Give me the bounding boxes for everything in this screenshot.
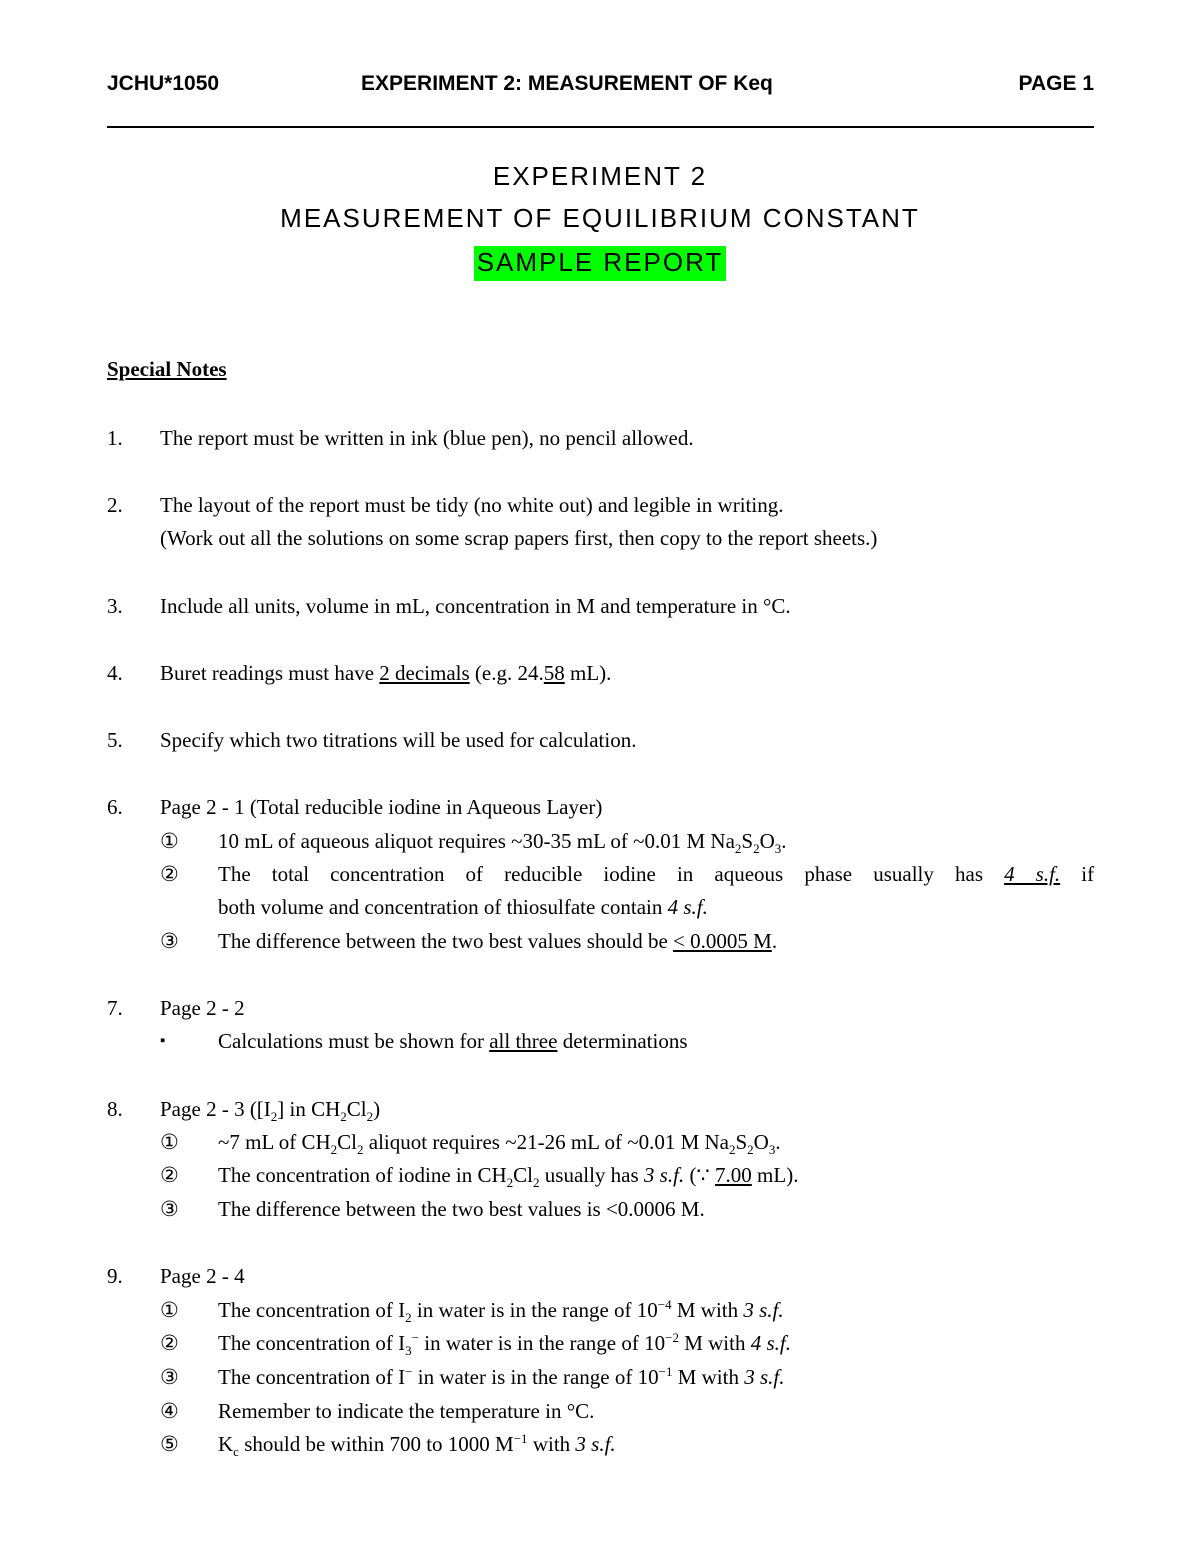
subnote-text: The difference between the two best values is <0.0006 M. <box>218 1197 705 1221</box>
sig-fig-italic: 3 s.f. <box>575 1432 616 1456</box>
subnote-text <box>218 828 787 857</box>
note-heading: Page 2 - 4 <box>160 1264 245 1288</box>
circled-one-marker: ① <box>160 829 179 853</box>
note-text: The report must be written in ink (blue pen), no pencil allowed. <box>160 426 694 450</box>
subscript: 2 <box>357 1142 364 1158</box>
circled-four-marker: ④ <box>160 1399 179 1423</box>
subscript: 2 <box>330 1142 338 1158</box>
text-part: 10 mL of aqueous aliquot requires ~30-35 mL of ~0.01 M Na <box>218 829 735 853</box>
text-part: in water is in the range of 10 <box>412 1365 659 1389</box>
word: if <box>1081 862 1095 886</box>
superscript: −1 <box>513 1431 528 1446</box>
subnote-text: Remember to indicate the temperature in °C. <box>218 1399 595 1423</box>
circled-two-marker: ② <box>160 1331 179 1355</box>
superscript: − <box>411 1330 420 1345</box>
note-number: 4. <box>107 661 123 685</box>
note-text: Specify which two titrations will be used for calculation. <box>160 728 637 752</box>
subscript: 2 <box>270 1109 278 1125</box>
subscript: 2 <box>405 1310 412 1326</box>
note-number: 2. <box>107 493 123 517</box>
word: of <box>465 862 484 886</box>
sig-fig-italic: 4 s.f. <box>667 895 708 919</box>
note-heading: Page 2 - 1 (Total reducible iodine in Aqueous Layer) <box>160 795 603 819</box>
subnote-text <box>218 1162 799 1191</box>
sig-fig-italic: 3 s.f. <box>643 1163 685 1187</box>
circled-three-marker: ③ <box>160 1197 179 1221</box>
subscript: 3 <box>405 1343 412 1359</box>
sample-report-badge: SAMPLE REPORT <box>474 246 727 281</box>
note-text: The layout of the report must be tidy (no white out) and legible in writing. <box>160 493 784 517</box>
word: iodine <box>603 862 656 886</box>
underlined-text: 7.00 <box>715 1163 752 1187</box>
text-part: ~7 mL of CH <box>218 1130 331 1154</box>
word: The <box>218 862 251 886</box>
underlined-text: 2 decimals <box>379 661 470 685</box>
subscript: 2 <box>366 1109 374 1125</box>
subnote-text-continued <box>218 894 708 920</box>
note-text: Include all units, volume in mL, concentration in M and temperature in °C. <box>160 594 791 618</box>
text-part: S <box>741 829 754 853</box>
text-part: M with <box>671 1298 744 1322</box>
note-number: 8. <box>107 1097 123 1121</box>
note-text-continued: (Work out all the solutions on some scrap papers first, then copy to the report sheets.) <box>160 526 878 550</box>
subnote-text <box>218 928 777 954</box>
header-experiment: EXPERIMENT 2: MEASUREMENT OF Keq <box>361 72 773 95</box>
note-number: 1. <box>107 426 123 450</box>
note-number: 3. <box>107 594 123 618</box>
text-part: The concentration of I <box>218 1331 406 1355</box>
word: usually <box>873 862 934 886</box>
text-part: aliquot requires ~21-26 mL of ~0.01 M Na <box>363 1130 729 1154</box>
subscript: 2 <box>753 841 760 857</box>
text-part: both volume and concentration of thiosulfate contain <box>218 895 668 919</box>
subscript: 3 <box>768 1142 776 1158</box>
title-badge-wrap <box>0 246 1200 281</box>
note-number: 7. <box>107 996 123 1020</box>
text-part: M with <box>678 1331 751 1355</box>
bullet-marker: ▪ <box>160 1033 166 1049</box>
text-part: The difference between the two best values should be <box>218 929 674 953</box>
subscript: 2 <box>340 1109 347 1125</box>
circled-three-marker: ③ <box>160 1365 179 1389</box>
sig-fig-underlined: 4 s.f. <box>1004 862 1061 886</box>
note-text <box>160 660 611 686</box>
text-part: (∵ <box>684 1163 716 1187</box>
text-part: K <box>218 1432 234 1456</box>
text-part: The concentration of I <box>218 1298 406 1322</box>
text-part: Cl <box>513 1163 534 1187</box>
circled-five-marker: ⑤ <box>160 1432 179 1456</box>
subscript: 2 <box>506 1175 514 1191</box>
subnote-text <box>218 1330 791 1359</box>
note-number: 5. <box>107 728 123 752</box>
header-page-number: PAGE 1 <box>1018 72 1094 95</box>
text-part: usually has <box>539 1163 644 1187</box>
text-part: Cl <box>346 1097 367 1121</box>
text-part: should be within 700 to 1000 M <box>238 1432 514 1456</box>
subnote-text <box>218 1129 781 1158</box>
text-part: Buret readings must have <box>160 661 380 685</box>
text-part: ] in CH <box>277 1097 341 1121</box>
word: has <box>955 862 983 886</box>
title-measurement: MEASUREMENT OF EQUILIBRIUM CONSTANT <box>280 203 920 233</box>
circled-two-marker: ② <box>160 1163 179 1187</box>
underlined-text: all three <box>489 1029 558 1053</box>
text-part: . <box>775 1130 781 1154</box>
superscript: −1 <box>658 1364 673 1379</box>
subnote-text <box>218 861 1094 887</box>
note-heading: Page 2 - 2 <box>160 996 245 1020</box>
underlined-text: < 0.0005 M <box>673 929 772 953</box>
word: in <box>676 862 694 886</box>
sig-fig-italic: 4 s.f. <box>750 1331 791 1355</box>
header-rule <box>107 126 1094 128</box>
header-course: JCHU*1050 <box>107 72 220 95</box>
word: concentration <box>330 862 445 886</box>
text-part: O <box>753 1130 769 1154</box>
section-heading: Special Notes <box>107 357 227 381</box>
text-part: The concentration of I <box>218 1365 406 1389</box>
text-part: in water is in the range of 10 <box>411 1298 658 1322</box>
circled-three-marker: ③ <box>160 929 179 953</box>
circled-one-marker: ① <box>160 1130 179 1154</box>
circled-two-marker: ② <box>160 862 179 886</box>
word: reducible <box>504 862 583 886</box>
subnote-text <box>218 1431 616 1460</box>
text-part: mL). <box>751 1163 799 1187</box>
word: phase <box>804 862 853 886</box>
text-part: . <box>771 929 778 953</box>
text-part: Cl <box>337 1130 358 1154</box>
underlined-text: 58 <box>543 661 565 685</box>
subnote-text <box>218 1297 784 1326</box>
word: aqueous <box>714 862 784 886</box>
superscript: −2 <box>665 1330 679 1345</box>
text-part: Page 2 - 3 ([I <box>160 1097 271 1121</box>
text-part: ) <box>373 1097 381 1121</box>
word: total <box>271 862 310 886</box>
text-part: determinations <box>557 1029 688 1053</box>
circled-one-marker: ① <box>160 1298 179 1322</box>
note-heading <box>160 1096 381 1125</box>
text-part: . <box>781 829 787 853</box>
title-experiment: EXPERIMENT 2 <box>492 161 708 191</box>
text-part: S <box>735 1130 748 1154</box>
subscript: 2 <box>728 1142 736 1158</box>
subscript: 2 <box>747 1142 754 1158</box>
text-part: (e.g. 24. <box>469 661 544 685</box>
text-part: mL). <box>564 661 612 685</box>
subnote-text <box>218 1364 784 1390</box>
note-number: 6. <box>107 795 123 819</box>
subnote-text <box>218 1028 688 1054</box>
text-part: with <box>527 1432 576 1456</box>
superscript: −4 <box>657 1297 672 1312</box>
text-part: O <box>759 829 775 853</box>
subscript: c <box>233 1444 239 1460</box>
text-part: The concentration of iodine in CH <box>218 1163 507 1187</box>
note-number: 9. <box>107 1264 123 1288</box>
subscript: 3 <box>774 841 782 857</box>
subscript: 2 <box>734 841 742 857</box>
sig-fig-italic: 3 s.f. <box>744 1365 785 1389</box>
text-part: Calculations must be shown for <box>218 1029 490 1053</box>
sig-fig-italic: 3 s.f. <box>743 1298 784 1322</box>
text-part: in water is in the range of 10 <box>419 1331 666 1355</box>
superscript: − <box>405 1364 413 1379</box>
text-part: M with <box>672 1365 745 1389</box>
subscript: 2 <box>533 1175 540 1191</box>
